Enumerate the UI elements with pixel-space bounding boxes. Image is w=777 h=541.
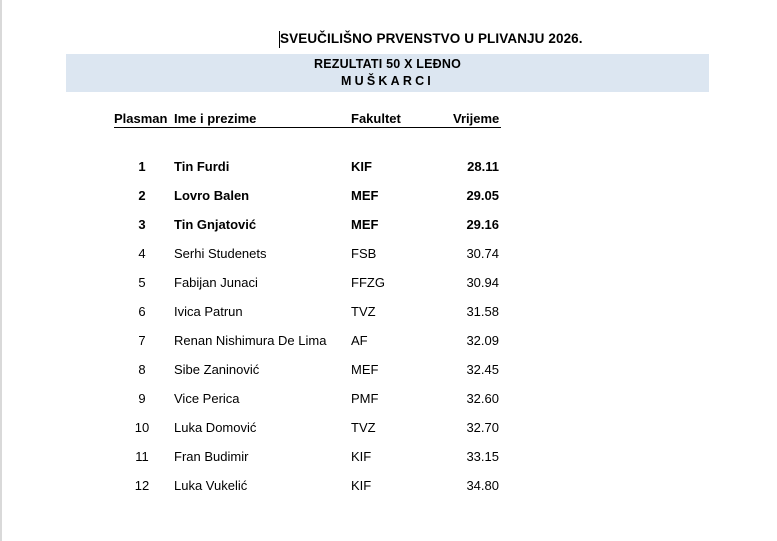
name-cell[interactable]: Fran Budimir <box>174 449 249 464</box>
time-cell[interactable]: 29.05 <box>466 188 499 203</box>
name-cell[interactable]: Luka Vukelić <box>174 478 248 493</box>
table-row <box>0 217 777 237</box>
rank-cell[interactable]: 8 <box>138 362 146 377</box>
results-banner <box>66 54 709 92</box>
name-cell[interactable]: Tin Gnjatović <box>174 217 257 232</box>
name-cell[interactable]: Tin Furdi <box>174 159 230 174</box>
time-cell[interactable]: 30.74 <box>466 246 499 261</box>
time-cell[interactable]: 32.70 <box>466 420 499 435</box>
rank-cell[interactable]: 9 <box>138 391 146 406</box>
faculty-cell[interactable]: TVZ <box>351 304 376 319</box>
table-row <box>0 420 777 440</box>
header-time[interactable]: Vrijeme <box>453 111 500 126</box>
category-label[interactable]: MUŠKARCI <box>341 74 434 88</box>
rank-cell[interactable]: 1 <box>138 159 146 174</box>
table-row <box>0 159 777 179</box>
rank-cell[interactable]: 11 <box>135 449 149 464</box>
table-row <box>0 391 777 411</box>
time-cell[interactable]: 33.15 <box>466 449 499 464</box>
rank-cell[interactable]: 5 <box>138 275 146 290</box>
faculty-cell[interactable]: AF <box>351 333 368 348</box>
faculty-cell[interactable]: FFZG <box>351 275 385 290</box>
faculty-cell[interactable]: MEF <box>351 188 379 203</box>
faculty-cell[interactable]: KIF <box>351 449 372 464</box>
table-row <box>0 362 777 382</box>
time-cell[interactable]: 32.45 <box>466 362 499 377</box>
name-cell[interactable]: Vice Perica <box>174 391 240 406</box>
faculty-cell[interactable]: MEF <box>351 217 379 232</box>
table-row <box>0 478 777 498</box>
time-cell[interactable]: 28.11 <box>467 159 499 174</box>
time-cell[interactable]: 29.16 <box>466 217 499 232</box>
table-row <box>0 304 777 324</box>
table-row <box>0 449 777 469</box>
rank-cell[interactable]: 4 <box>138 246 146 261</box>
header-name[interactable]: Ime i prezime <box>174 111 257 126</box>
faculty-cell[interactable]: KIF <box>351 478 372 493</box>
table-row <box>0 333 777 353</box>
name-cell[interactable]: Ivica Patrun <box>174 304 243 319</box>
rank-cell[interactable]: 7 <box>138 333 146 348</box>
faculty-cell[interactable]: FSB <box>351 246 377 261</box>
faculty-cell[interactable]: MEF <box>351 362 379 377</box>
rank-cell[interactable]: 2 <box>138 188 146 203</box>
header-rank[interactable]: Plasman <box>114 111 168 126</box>
table-row <box>0 275 777 295</box>
name-cell[interactable]: Luka Domović <box>174 420 257 435</box>
rank-cell[interactable]: 12 <box>134 478 150 493</box>
name-cell[interactable]: Serhi Studenets <box>174 246 267 261</box>
name-cell[interactable]: Renan Nishimura De Lima <box>174 333 327 348</box>
rank-cell[interactable]: 6 <box>138 304 146 319</box>
name-cell[interactable]: Fabijan Junaci <box>174 275 258 290</box>
time-cell[interactable]: 32.60 <box>466 391 499 406</box>
results-subtitle[interactable]: REZULTATI 50 X LEĐNO <box>313 57 462 71</box>
time-cell[interactable]: 31.58 <box>466 304 499 319</box>
time-cell[interactable]: 30.94 <box>466 275 499 290</box>
name-cell[interactable]: Lovro Balen <box>174 188 250 203</box>
name-cell[interactable]: Sibe Zaninović <box>174 362 260 377</box>
table-row <box>0 246 777 266</box>
faculty-cell[interactable]: KIF <box>351 159 372 174</box>
time-cell[interactable]: 34.80 <box>466 478 499 493</box>
time-cell[interactable]: 32.09 <box>466 333 499 348</box>
rank-cell[interactable]: 10 <box>134 420 150 435</box>
faculty-cell[interactable]: TVZ <box>351 420 376 435</box>
document-title[interactable]: SVEUČILIŠNO PRVENSTVO U PLIVANJU 2026. <box>280 31 583 46</box>
header-underline <box>114 127 501 128</box>
table-row <box>0 188 777 208</box>
faculty-cell[interactable]: PMF <box>351 391 379 406</box>
rank-cell[interactable]: 3 <box>138 217 146 232</box>
header-faculty[interactable]: Fakultet <box>351 111 401 126</box>
